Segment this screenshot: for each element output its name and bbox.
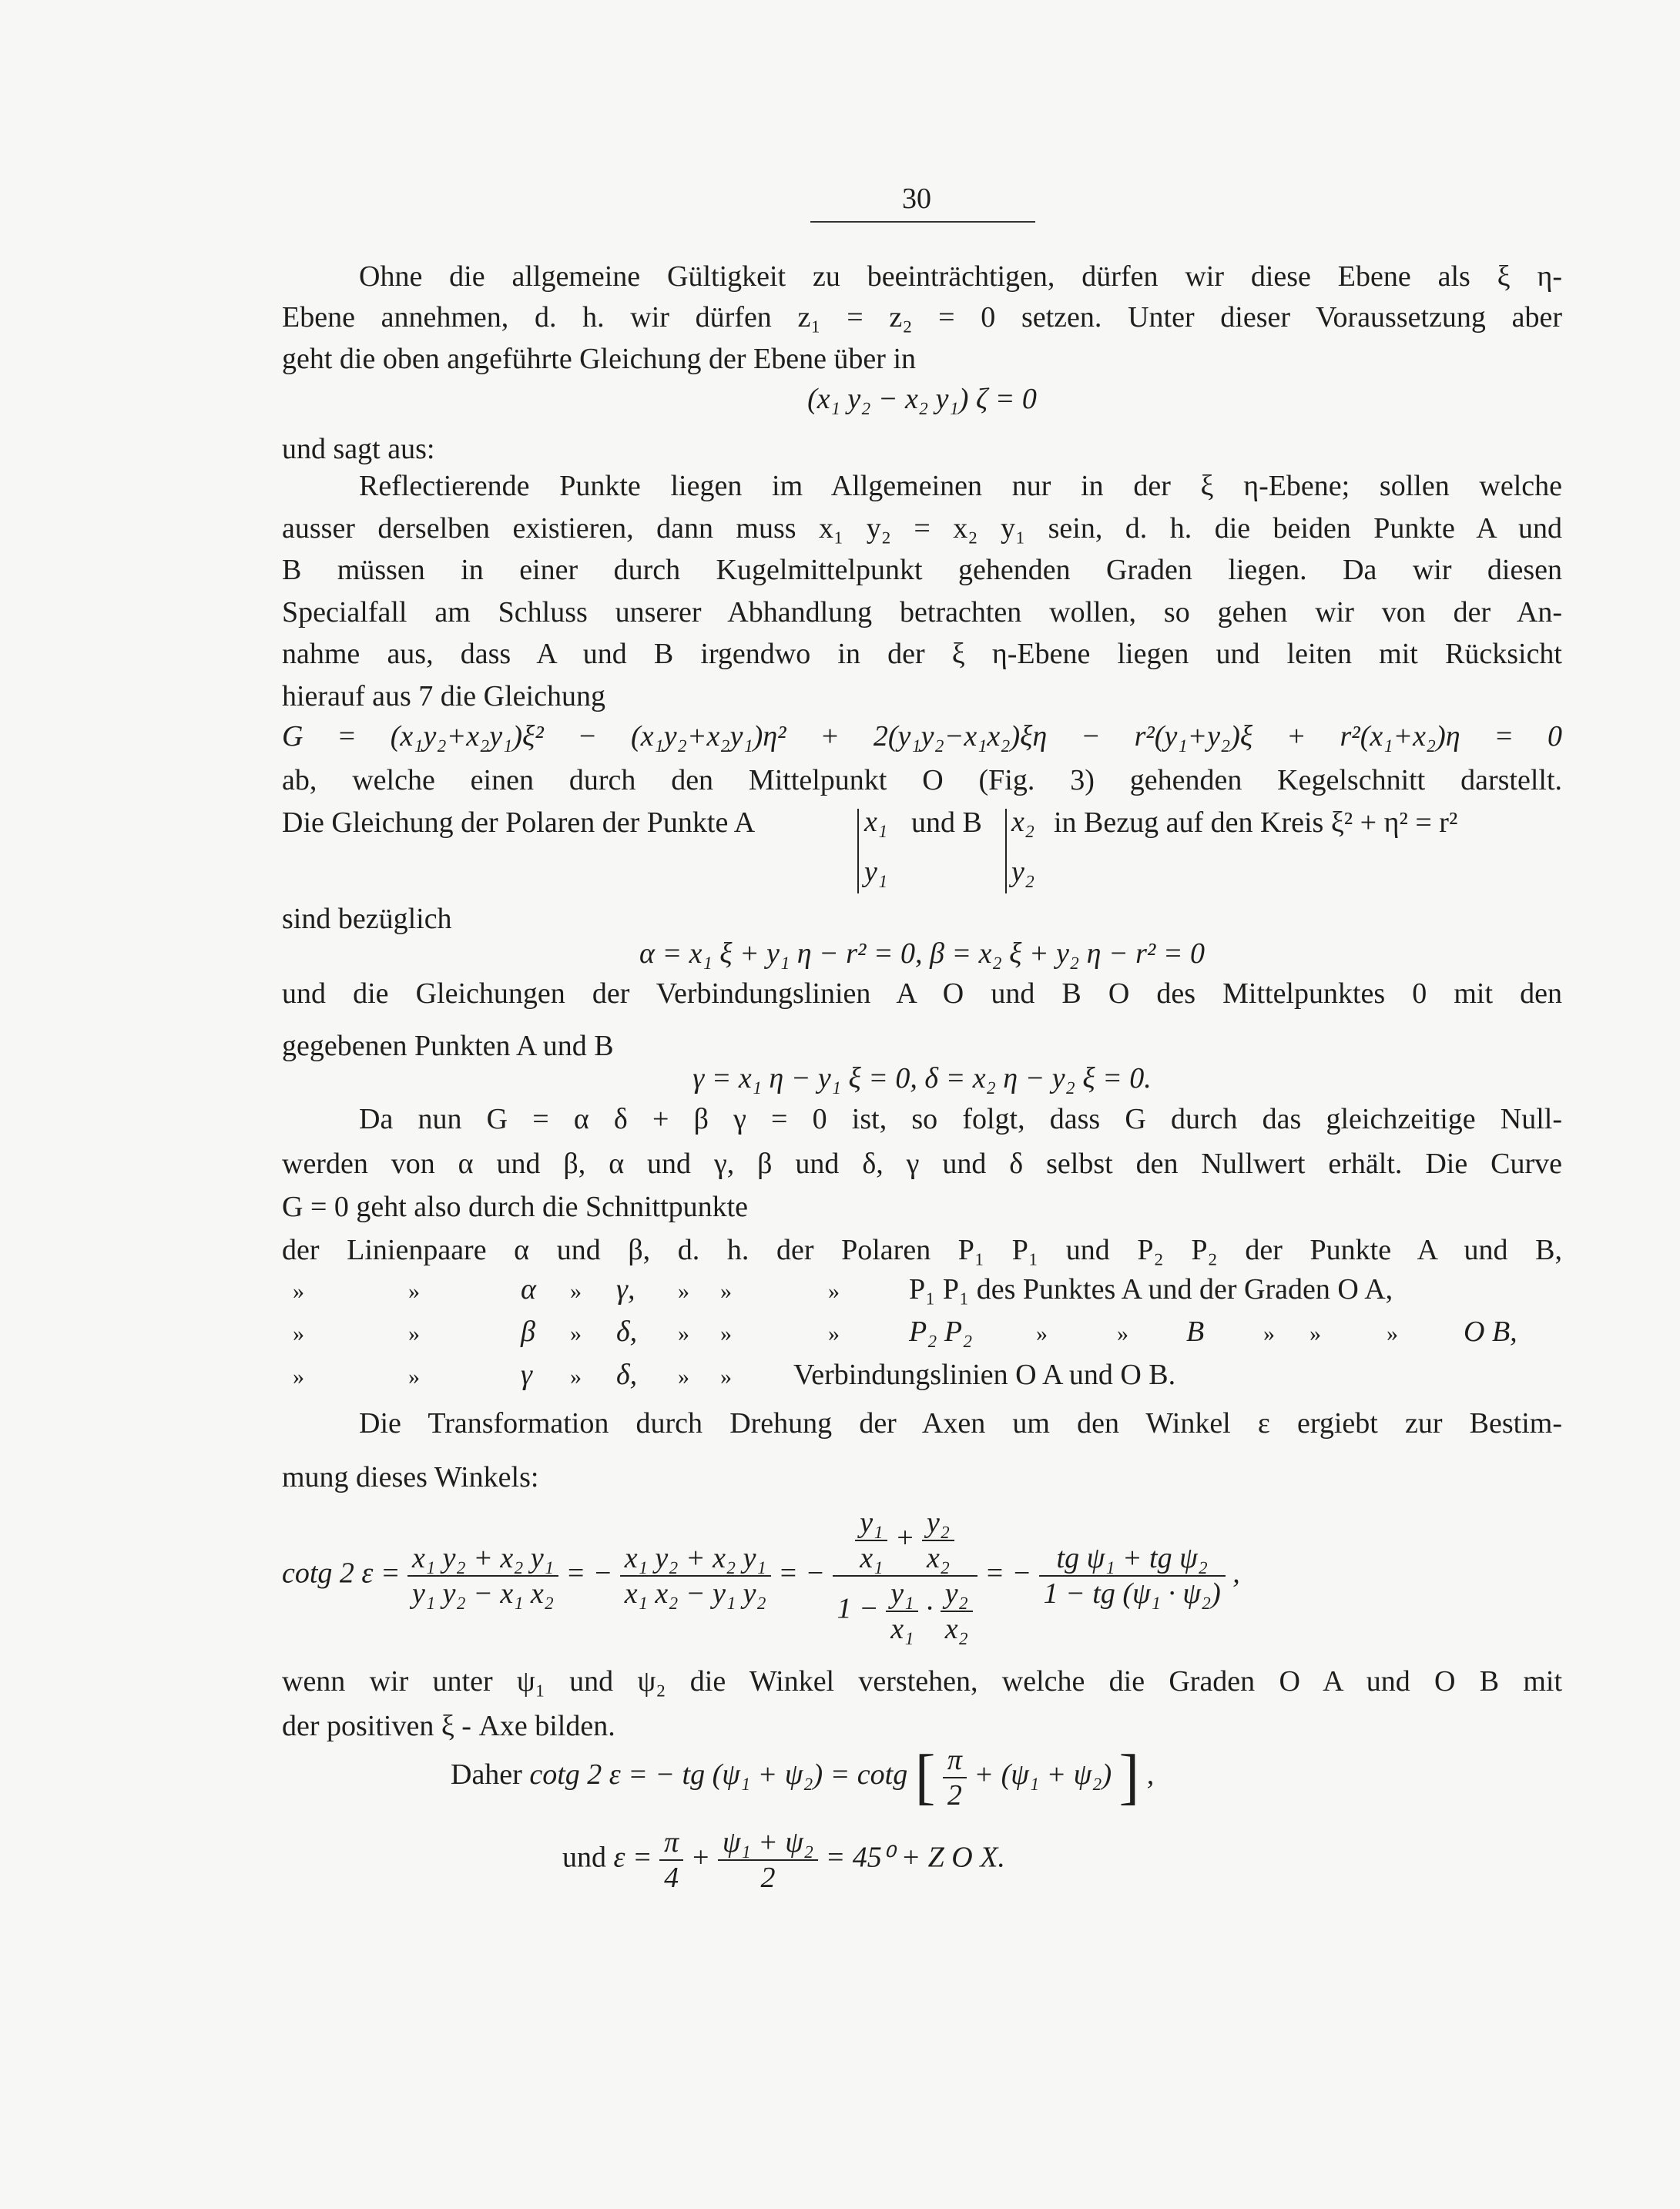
numerator: x₁ y₂ + x₂ y₁	[620, 1541, 771, 1577]
text-line: der positiven ξ - Axe bilden.	[282, 1710, 615, 1742]
coord-bar-A	[857, 809, 859, 893]
ditto-mark: »	[1309, 1321, 1321, 1346]
header-rule	[810, 221, 1035, 223]
compound-fraction	[833, 1506, 977, 1646]
text-line: gegebenen Punkten A und B	[282, 1030, 614, 1062]
ditto-mark: »	[570, 1279, 582, 1304]
ditto-mark: »	[828, 1321, 840, 1346]
equation-cotg	[282, 1506, 1240, 1646]
numerator: ψ₁ + ψ₂	[718, 1825, 818, 1861]
text-line: und die Gleichungen der Verbindungslinien A O und B O des Mittelpunktes 0 mit den	[282, 977, 1562, 1010]
numerator: tg ψ₁ + tg ψ₂	[1039, 1541, 1226, 1577]
ditto-mark: »	[1387, 1321, 1398, 1346]
expr: cotg 2 ε = − tg (ψ₁ + ψ₂) = cotg	[529, 1758, 908, 1792]
denominator: x₂	[944, 1613, 968, 1645]
numerator: π	[943, 1743, 967, 1778]
text-line: ab, welche einen durch den Mittelpunkt O (Fig. 3) gehenden Kegelschnitt darstellt.	[282, 764, 1562, 796]
comma: ,	[1232, 1557, 1240, 1590]
dot-sign: ·	[925, 1592, 934, 1625]
fraction	[718, 1825, 818, 1895]
denominator: 2	[760, 1862, 776, 1894]
ditto-mark: »	[293, 1364, 304, 1389]
text-line: B müssen in einer durch Kugelmittelpunkt gehenden Graden liegen. Da wir diesen	[282, 554, 1562, 586]
table-cell: β	[521, 1316, 535, 1348]
ditto-mark: »	[293, 1279, 304, 1304]
equation-alpha-beta: α = x₁ ξ + y₁ η − r² = 0, β = x₂ ξ + y₂ η − r² = 0	[639, 937, 1205, 970]
eq-sign: = −	[778, 1557, 826, 1590]
text-line: Ebene annehmen, d. h. wir dürfen z₁ = z₂ = 0 setzen. Unter dieser Voraussetzung aber	[282, 301, 1562, 334]
coord-x1: x₁	[864, 806, 888, 838]
ditto-mark: »	[1117, 1321, 1128, 1346]
ditto-mark: »	[1036, 1321, 1048, 1346]
text-line: Specialfall am Schluss unserer Abhandlung betrachten wollen, so gehen wir von der An-	[282, 596, 1562, 629]
eq-sign: = −	[984, 1557, 1032, 1590]
fraction	[922, 1506, 954, 1575]
text-line: Ohne die allgemeine Gültigkeit zu beeinträchtigen, dürfen wir diese Ebene als ξ η-	[359, 260, 1562, 293]
ditto-mark: »	[678, 1279, 689, 1304]
fraction	[659, 1825, 683, 1895]
ditto-mark: »	[570, 1364, 582, 1389]
denominator: x₁ x₂ − y₁ y₂	[624, 1577, 766, 1610]
comma: ,	[1146, 1758, 1155, 1792]
text-line: werden von α und β, α und γ, β und δ, γ und δ selbst den Nullwert erhält. Die Curve	[282, 1148, 1562, 1180]
text-line: der Linienpaare α und β, d. h. der Polaren P₁ P₁ und P₂ P₂ der Punkte A und B,	[282, 1234, 1562, 1266]
text-line: und B	[911, 806, 982, 839]
expr: = 45⁰ + Z O X.	[825, 1841, 1005, 1874]
table-cell: P₂ P₂	[909, 1316, 973, 1348]
ditto-mark: »	[828, 1279, 840, 1304]
fraction	[1039, 1541, 1226, 1611]
numerator: y₂	[941, 1577, 973, 1612]
coord-x2: x₂	[1011, 806, 1035, 838]
table-cell: γ	[521, 1359, 532, 1391]
numerator: π	[659, 1825, 683, 1861]
ditto-mark: »	[408, 1321, 420, 1346]
fraction	[620, 1541, 771, 1611]
expr: + (ψ₁ + ψ₂)	[974, 1758, 1112, 1792]
plus-sign: +	[690, 1841, 711, 1874]
table-cell: α	[521, 1273, 536, 1306]
word-und: und	[562, 1841, 606, 1874]
text-line: ausser derselben existieren, dann muss x₁ y₂ = x₂ y₁ sein, d. h. die beiden Punkte A und	[282, 512, 1562, 545]
coord-bar-B	[1005, 809, 1007, 893]
right-bracket: ]	[1118, 1743, 1140, 1811]
fraction	[943, 1743, 967, 1812]
table-cell: δ,	[616, 1316, 638, 1348]
ditto-mark: »	[720, 1321, 732, 1346]
numerator: y₁	[886, 1577, 918, 1612]
text-line: hierauf aus 7 die Gleichung	[282, 680, 605, 712]
word-daher: Daher	[451, 1758, 522, 1792]
text-line: nahme aus, dass A und B irgendwo in der ξ η-Ebene liegen und leiten mit Rücksicht	[282, 638, 1562, 670]
denominator	[833, 1577, 977, 1646]
numerator: x₁ y₂ + x₂ y₁	[407, 1541, 558, 1577]
text-line: mung dieses Winkels:	[282, 1461, 539, 1493]
ditto-mark: »	[293, 1321, 304, 1346]
coord-y1: y₁	[864, 856, 888, 888]
denominator: 4	[664, 1862, 679, 1894]
ditto-mark: »	[720, 1364, 732, 1389]
table-cell: δ,	[616, 1359, 638, 1391]
ditto-mark: »	[408, 1279, 420, 1304]
coord-y2: y₂	[1011, 856, 1035, 888]
equation-G: G = (x₁y₂+x₂y₁)ξ² − (x₁y₂+x₂y₁)η² + 2(y₁y₂−x₁x₂)ξη − r²(y₁+y₂)ξ + r²(x₁+x₂)η = 0	[282, 720, 1562, 753]
text-line: wenn wir unter ψ₁ und ψ₂ die Winkel verstehen, welche die Graden O A und O B mit	[282, 1665, 1562, 1698]
ditto-mark: »	[1263, 1321, 1275, 1346]
denominator: x₁	[890, 1613, 914, 1645]
ditto-mark: »	[678, 1321, 689, 1346]
equation-gamma-delta: γ = x₁ η − y₁ ξ = 0, δ = x₂ η − y₂ ξ = 0.	[692, 1062, 1152, 1094]
text-line: Die Gleichung der Polaren der Punkte A	[282, 806, 756, 839]
text-line: Die Transformation durch Drehung der Axen um den Winkel ε ergiebt zur Bestim-	[359, 1407, 1562, 1440]
text-line: in Bezug auf den Kreis ξ² + η² = r²	[1054, 806, 1458, 839]
table-cell: γ,	[616, 1273, 635, 1306]
numerator: y₂	[922, 1506, 954, 1541]
text-line: und sagt aus:	[282, 433, 435, 465]
fraction	[407, 1541, 558, 1611]
text-line: sind bezüglich	[282, 903, 452, 935]
table-cell: Verbindungslinien O A und O B.	[793, 1359, 1176, 1391]
text-line: G = 0 geht also durch die Schnittpunkte	[282, 1191, 749, 1223]
denominator: 2	[947, 1778, 962, 1812]
table-cell: B	[1186, 1316, 1205, 1348]
numerator: y₁	[855, 1506, 887, 1541]
ditto-mark: »	[570, 1321, 582, 1346]
ditto-mark: »	[720, 1279, 732, 1304]
equation-und	[562, 1825, 1005, 1895]
fraction	[941, 1577, 973, 1646]
page-number: 30	[902, 183, 931, 215]
table-cell: P₁ P₁ des Punktes A und der Graden O A,	[909, 1273, 1393, 1306]
denominator: y₁ y₂ − x₁ x₂	[412, 1577, 554, 1610]
one-minus: 1 −	[837, 1592, 879, 1625]
left-bracket: [	[914, 1743, 936, 1811]
ditto-mark: »	[408, 1364, 420, 1389]
text-line: Da nun G = α δ + β γ = 0 ist, so folgt, dass G durch das gleichzeitige Null-	[359, 1103, 1562, 1135]
denominator: x₂	[927, 1542, 951, 1574]
equation-daher	[451, 1742, 1154, 1812]
denominator: x₁	[860, 1542, 884, 1574]
text-line: Reflectierende Punkte liegen im Allgemeinen nur in der ξ η-Ebene; sollen welche	[359, 470, 1562, 502]
table-cell: O B,	[1464, 1316, 1517, 1348]
plus-sign: +	[894, 1521, 915, 1554]
ditto-mark: »	[678, 1364, 689, 1389]
equation-plane: (x₁ y₂ − x₂ y₁) ζ = 0	[807, 383, 1037, 415]
text-line: geht die oben angeführte Gleichung der Ebene über in	[282, 343, 917, 375]
eq-lhs: cotg 2 ε =	[282, 1557, 401, 1590]
fraction	[855, 1506, 887, 1575]
numerator	[833, 1506, 977, 1577]
denominator: 1 − tg (ψ₁ · ψ₂)	[1043, 1577, 1221, 1610]
expr: ε =	[613, 1841, 652, 1874]
fraction	[886, 1577, 918, 1646]
eq-sign: = −	[565, 1557, 613, 1590]
